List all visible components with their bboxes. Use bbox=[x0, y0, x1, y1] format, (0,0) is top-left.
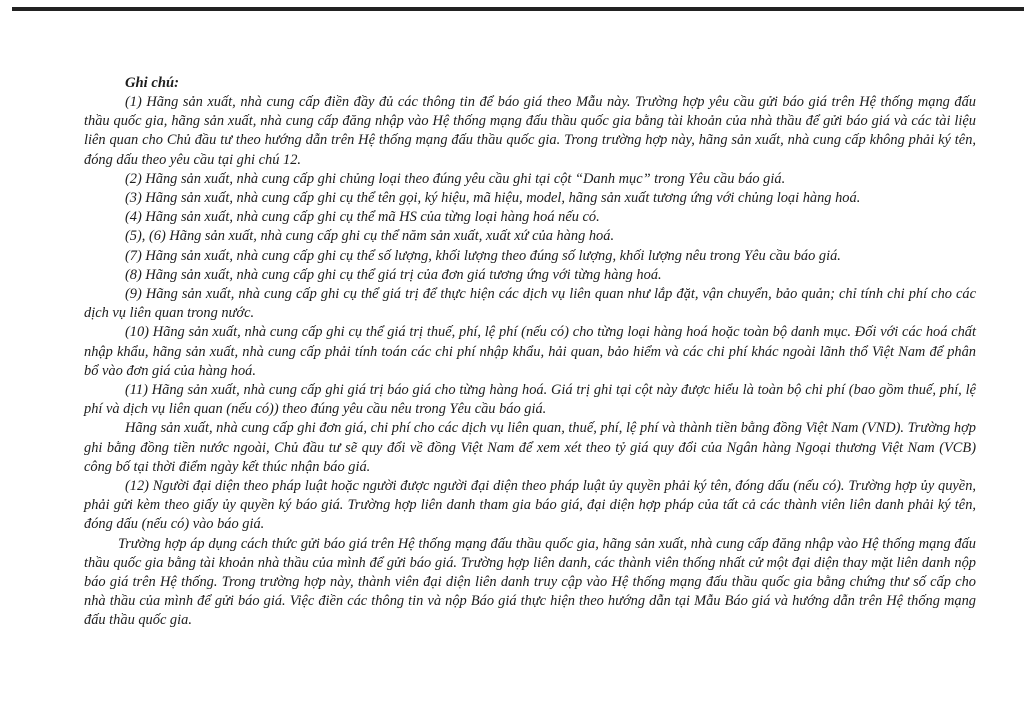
note-7: (7) Hãng sản xuất, nhà cung cấp ghi cụ thể số lượng, khối lượng theo đúng số lượng, khối lượng nêu trong Yêu cầu báo giá. bbox=[125, 247, 841, 264]
note-3: (3) Hãng sản xuất, nhà cung cấp ghi cụ thể tên gọi, ký hiệu, mã hiệu, model, hãng sản xuất tương ứng với chủng loại hàng hoá. bbox=[125, 190, 861, 207]
note-4: (4) Hãng sản xuất, nhà cung cấp ghi cụ thể mã HS của từng loại hàng hoá nếu có. bbox=[125, 209, 600, 226]
note-1: (1) Hãng sản xuất, nhà cung cấp điền đầy đủ các thông tin để báo giá theo Mẫu này. Trường hợp yêu cầu gửi báo giá trên Hệ thống mạng đấu thầu quốc gia, hãng sản xuất, nhà cung cấp đăng nhập vào Hệ thống mạng đấu thầu quốc gia bằng tài khoản của nhà thầu để gửi báo giá và các tài liệu liên quan cho Chủ đầu tư theo hướng dẫn trên Hệ thống mạng đấu thầu quốc gia. Trong trường hợp này, hãng sản xuất, nhà cung cấp không phải ký tên, đóng dấu theo yêu cầu tại ghi chú 12. bbox=[84, 94, 976, 168]
top-border-rule bbox=[12, 7, 1024, 11]
note-10: (10) Hãng sản xuất, nhà cung cấp ghi cụ thể giá trị thuế, phí, lệ phí (nếu có) cho từng loại hàng hoá hoặc toàn bộ danh mục. Đối với các hoá chất nhập khẩu, hãng sản xuất, nhà cung cấp phải tính toán các chi phí nhập khẩu, hải quan, bảo hiểm và các chi phí khác ngoài lãnh thổ Việt Nam để phân bổ vào đơn giá của hàng hoá. bbox=[84, 324, 976, 379]
notes-section bbox=[84, 74, 976, 631]
note-8: (8) Hãng sản xuất, nhà cung cấp ghi cụ thể giá trị của đơn giá tương ứng với từng hàng hoá. bbox=[125, 266, 662, 283]
note-11: (11) Hãng sản xuất, nhà cung cấp ghi giá trị báo giá cho từng hàng hoá. Giá trị ghi tại cột này được hiểu là toàn bộ chi phí (bao gồm thuế, phí, lệ phí và dịch vụ liên quan (nếu có)) theo đúng yêu cầu nêu trong Yêu cầu báo giá. bbox=[84, 382, 976, 418]
note-2: (2) Hãng sản xuất, nhà cung cấp ghi chủng loại theo đúng yêu cầu ghi tại cột “Danh mục” trong Yêu cầu báo giá. bbox=[125, 170, 786, 187]
note-online-submission: Trường hợp áp dụng cách thức gửi báo giá trên Hệ thống mạng đấu thầu quốc gia, hãng sản xuất, nhà cung cấp đăng nhập vào Hệ thống mạng đấu thầu quốc gia bằng tài khoản nhà thầu của mình để gửi báo giá. Trường hợp liên danh, các thành viên thống nhất cử một đại diện thay mặt liên danh nộp báo giá trên Hệ thống. Trong trường hợp này, thành viên đại diện liên danh truy cập vào Hệ thống mạng đấu thầu quốc gia bằng chứng thư số cấp cho nhà thầu của mình để gửi báo giá. Việc điền các thông tin và nộp Báo giá thực hiện theo hướng dẫn tại Mẫu Báo giá và hướng dẫn trên Hệ thống mạng đấu thầu quốc gia. bbox=[84, 535, 976, 629]
note-5-6: (5), (6) Hãng sản xuất, nhà cung cấp ghi cụ thể năm sản xuất, xuất xứ của hàng hoá. bbox=[125, 228, 615, 245]
notes-heading: Ghi chú: bbox=[125, 75, 179, 91]
note-9: (9) Hãng sản xuất, nhà cung cấp ghi cụ thể giá trị để thực hiện các dịch vụ liên quan như lắp đặt, vận chuyển, bảo quản; chỉ tính chi phí cho các dịch vụ liên quan trong nước. bbox=[84, 286, 976, 322]
note-currency: Hãng sản xuất, nhà cung cấp ghi đơn giá, chi phí cho các dịch vụ liên quan, thuế, phí, lệ phí và thành tiền bằng đồng Việt Nam (VND). Trường hợp ghi bằng đồng tiền nước ngoài, Chủ đầu tư sẽ quy đổi về đồng Việt Nam để xem xét theo tỷ giá quy đổi của Ngân hàng Ngoại thương Việt Nam (VCB) công bố tại thời điểm ngày kết thúc nhận báo giá. bbox=[84, 420, 976, 475]
note-12: (12) Người đại diện theo pháp luật hoặc người được người đại diện theo pháp luật ủy quyền phải ký tên, đóng dấu (nếu có). Trường hợp ủy quyền, phải gửi kèm theo giấy ủy quyền ký báo giá. Trường hợp liên danh tham gia báo giá, đại diện hợp pháp của tất cả các thành viên liên danh phải ký tên, đóng dấu (nếu có) vào báo giá. bbox=[84, 478, 976, 533]
